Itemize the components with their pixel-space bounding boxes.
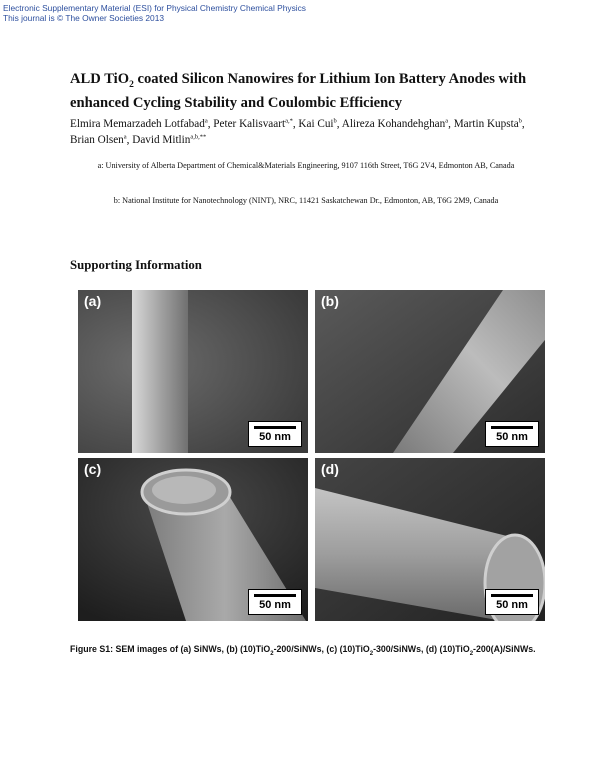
author: Martin Kupsta$^b$, xyxy=(453,117,525,130)
esi-header-line-2: This journal is © The Owner Societies 2013 xyxy=(3,13,165,23)
sem-panel-d xyxy=(315,458,545,621)
paper-title xyxy=(70,70,550,112)
scale-label-d: 50 nm xyxy=(496,599,528,611)
panel-label-b: (b) xyxy=(321,293,339,309)
panel-label-c: (c) xyxy=(84,461,102,477)
title-part-1: ALD TiO xyxy=(70,71,130,87)
section-heading: Supporting Information xyxy=(70,258,202,272)
scale-label-b: 50 nm xyxy=(496,431,528,443)
sem-panel-a xyxy=(78,290,308,453)
author: Brian Olsen$^a$, xyxy=(70,133,133,147)
panel-label-d: (d) xyxy=(321,461,339,477)
scale-bar-c xyxy=(248,589,302,615)
sem-panel-c xyxy=(78,458,308,621)
sem-panel-b xyxy=(315,290,545,453)
esi-header-line-1: Electronic Supplementary Material (ESI) for Physical Chemistry Chemical Physics xyxy=(3,3,306,13)
scale-bar-b xyxy=(485,421,539,447)
figure-caption: Figure S1: SEM images of (a) SiNWs, (b) (10)TiO$_2$-200/SiNWs, (c) (10)TiO$_2$-300/SiNWs, (d) (10)TiO$_2$-200(A)/SiNWs. xyxy=(70,644,536,657)
author: Kai Cui$^b$, xyxy=(298,117,342,130)
affiliation-a: a: University of Alberta Department of Chemical&Materials Engineering, 9107 116th Street, T6G 2V4, Edmonton AB, Canada xyxy=(97,161,515,170)
scale-label-c: 50 nm xyxy=(259,599,291,611)
author: Peter Kalisvaart$^{a,*}$, xyxy=(213,117,299,130)
author-list xyxy=(70,114,540,147)
scale-bar-d xyxy=(485,589,539,615)
title-part-2: coated Silicon Nanowires for Lithium Ion Battery Anodes with enhanced Cycling Stability and Coulombic Efficiency xyxy=(70,71,527,111)
panel-label-a: (a) xyxy=(84,293,102,309)
author: David Mitlin$^{a,b,**}$ xyxy=(132,133,207,147)
affiliation-b: b: National Institute for Nanotechnology (NINT), NRC, 11421 Saskatchewan Dr., Edmonton, AB, T6G 2M9, Canada xyxy=(113,196,499,205)
scale-bar-a xyxy=(248,421,302,447)
scale-label-a: 50 nm xyxy=(259,431,291,443)
author: Elmira Memarzadeh Lotfabad$^a$, xyxy=(70,117,214,130)
esi-header xyxy=(3,3,306,23)
author: Alireza Kohandehghan$^a$, xyxy=(341,117,454,130)
title-subscript: 2 xyxy=(129,79,134,90)
